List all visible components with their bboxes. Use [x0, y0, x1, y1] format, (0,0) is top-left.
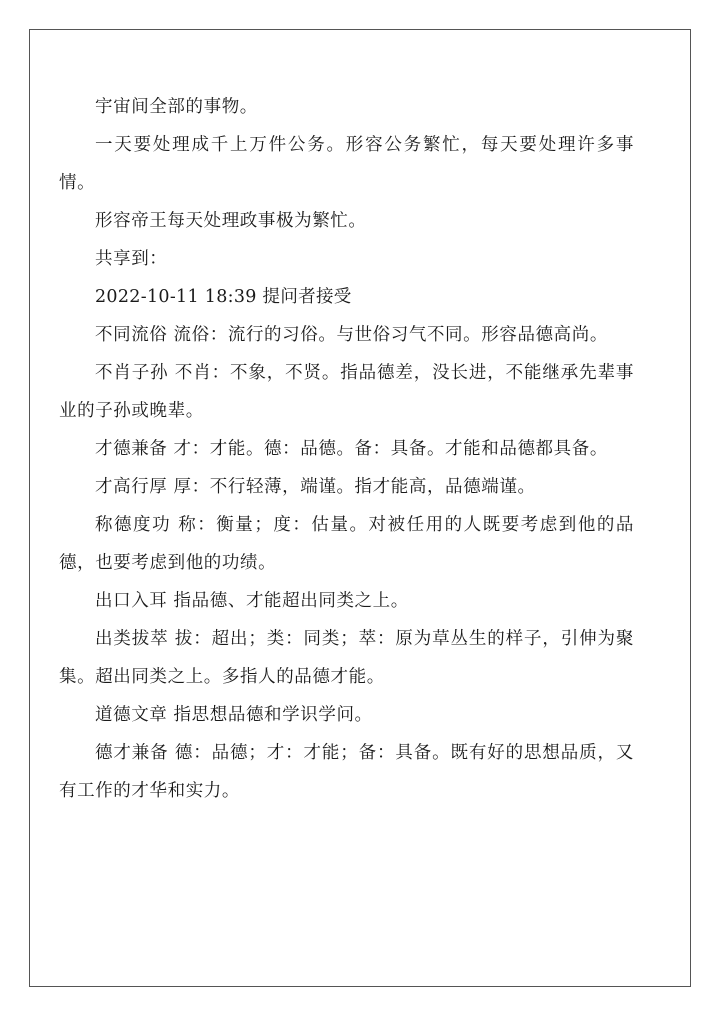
idiom-decai-jianbei: 德才兼备 德：品德；才：才能；备：具备。既有好的思想品质，又有工作的才华和实力。	[59, 743, 634, 801]
paragraph-universe: 宇宙间全部的事物。	[95, 97, 258, 117]
idiom-daode-wenzhang: 道德文章 指思想品德和学识学问。	[95, 705, 373, 725]
idiom-caigao-xinghou: 才高行厚 厚：不行轻薄，端谨。指才能高，品德端谨。	[95, 477, 536, 497]
idiom-caide-jianbei: 才德兼备 才：才能。德：品德。备：具备。才能和品德都具备。	[95, 439, 608, 459]
document-body	[59, 88, 634, 810]
idiom-buxiao-zisun: 不肖子孙 不肖：不象，不贤。指品德差，没长进，不能继承先辈事业的子孙或晚辈。	[59, 363, 634, 421]
paragraph-busy-affairs: 一天要处理成千上万件公务。形容公务繁忙，每天要处理许多事情。	[59, 135, 634, 193]
idiom-chengde-dugong: 称德度功 称：衡量；度：估量。对被任用的人既要考虑到他的品德，也要考虑到他的功绩。	[59, 515, 634, 573]
idiom-butong-liusu: 不同流俗 流俗：流行的习俗。与世俗习气不同。形容品德高尚。	[95, 325, 608, 345]
idiom-chulei-bacui: 出类拔萃 拔：超出；类：同类；萃：原为草丛生的样子，引伸为聚集。超出同类之上。多指人的品德才能。	[59, 629, 634, 687]
paragraph-share-to: 共享到：	[95, 249, 168, 269]
idiom-chukou-ruer: 出口入耳 指品德、才能超出同类之上。	[95, 591, 409, 611]
paragraph-emperor-busy: 形容帝王每天处理政事极为繁忙。	[95, 211, 367, 231]
paragraph-accepted-timestamp: 2022-10-11 18:39 提问者接受	[95, 287, 352, 307]
